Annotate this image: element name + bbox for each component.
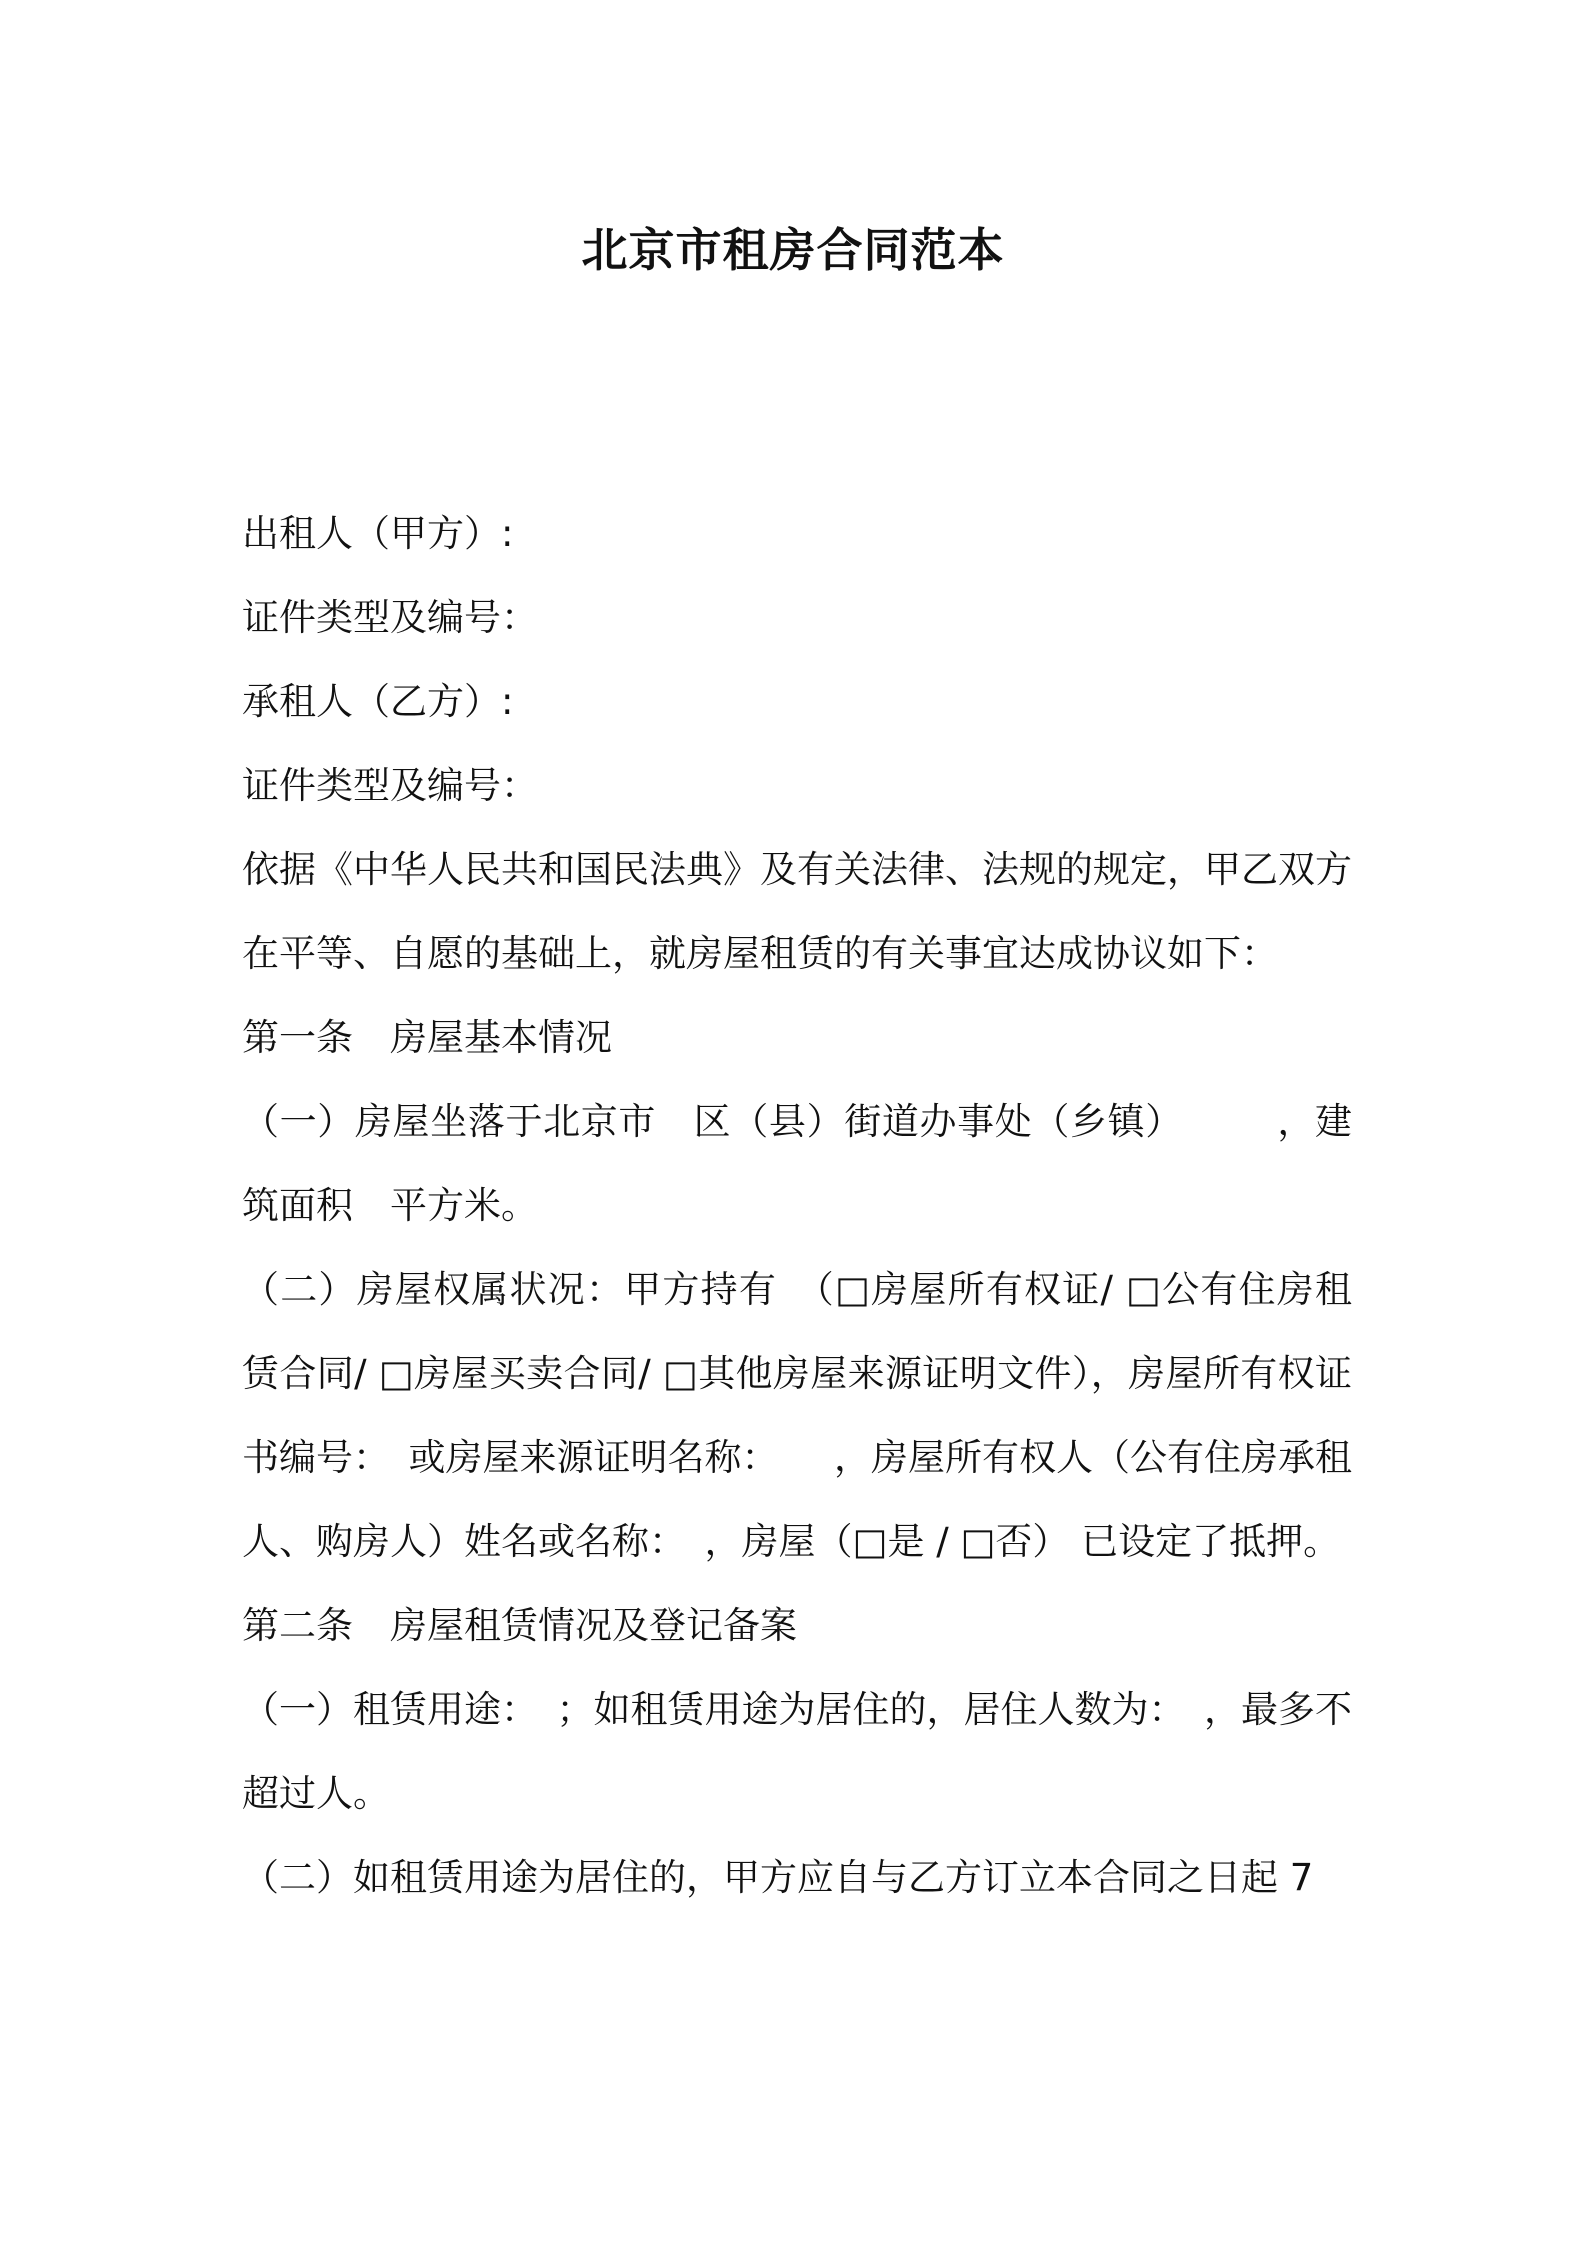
lessor-id-field: 证件类型及编号： xyxy=(242,596,538,639)
article-1-heading: 第一条 房屋基本情况 xyxy=(242,1016,612,1059)
article-2-item-1: （一）租赁用途： ；如租赁用途为居住的，居住人数为： ，最多不超过人。 xyxy=(242,1688,1352,1815)
lessee-id-field: 证件类型及编号： xyxy=(242,764,538,807)
intro-paragraph: 依据《中华人民共和国民法典》及有关法律、法规的规定，甲乙双方在平等、自愿的基础上，就房屋租赁的有关事宜达成协议如下： xyxy=(242,848,1352,975)
document-title: 北京市租房合同范本 xyxy=(581,223,1005,277)
article-2-item-2: （二）如租赁用途为居住的，甲方应自与乙方订立本合同之日起 7 xyxy=(242,1856,1314,1899)
article-1-item-1: （一）房屋坐落于北京市 区（县）街道办事处（乡镇） ，建筑面积 平方米。 xyxy=(242,1100,1352,1227)
document-body xyxy=(242,492,1352,1920)
article-2-heading: 第二条 房屋租赁情况及登记备案 xyxy=(242,1604,797,1647)
lessor-field: 出租人（甲方）: xyxy=(242,512,514,555)
lessee-field: 承租人（乙方）: xyxy=(242,680,514,723)
article-1-item-2: （二）房屋权属状况：甲方持有 （□房屋所有权证/ □公有住房租赁合同/ □房屋买卖合同/ □其他房屋来源证明文件），房屋所有权证书编号： 或房屋来源证明名称： ，房屋所有权人（公有住房承租人、购房人）姓名或名称： ，房屋（□是 / □否） 已设定了抵押。 xyxy=(242,1268,1352,1563)
